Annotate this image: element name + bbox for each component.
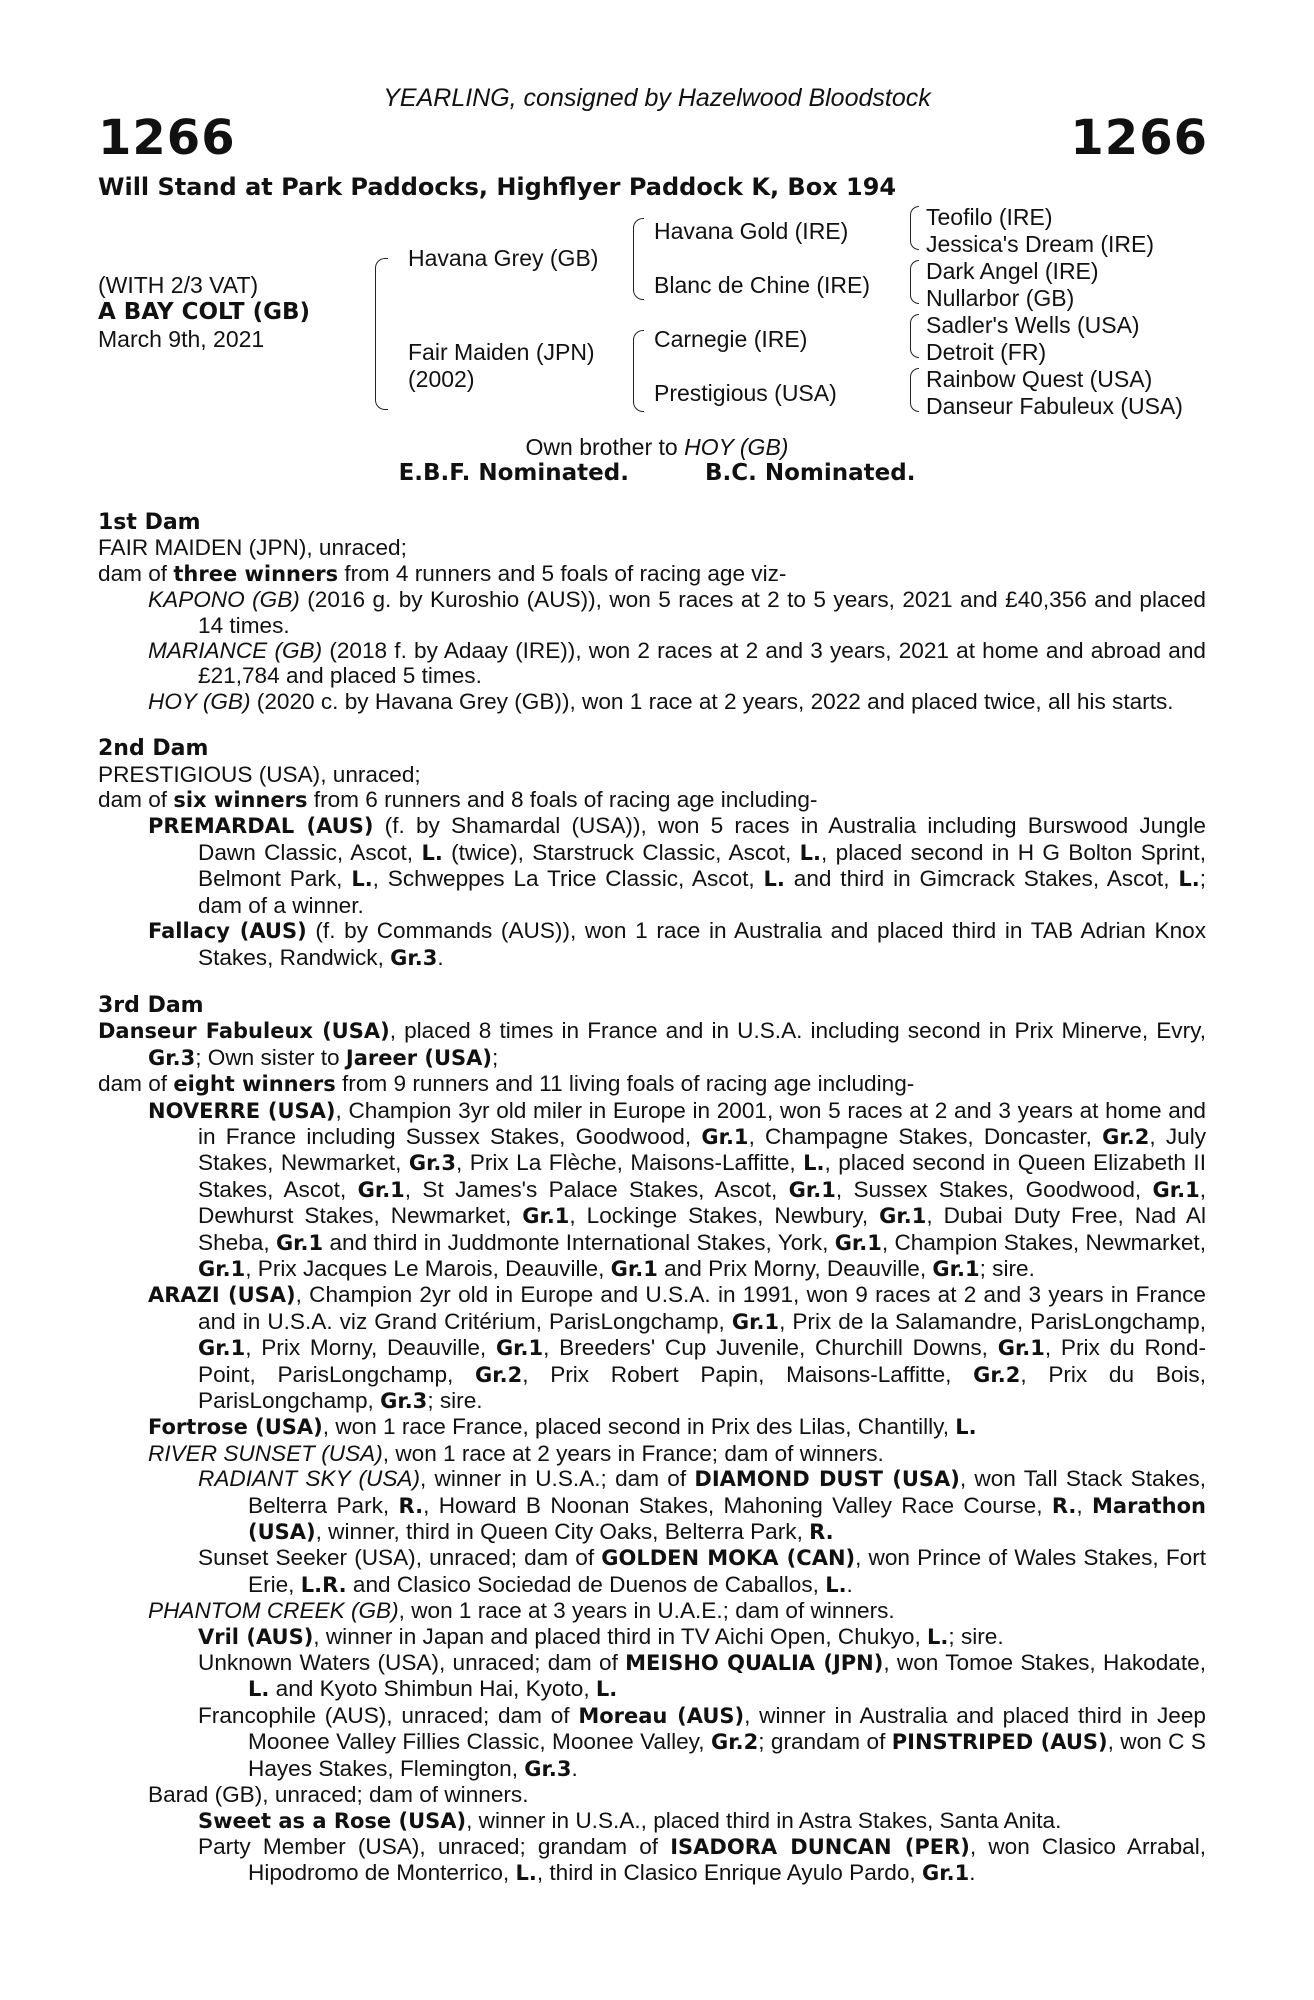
second-dam-heading: 2nd Dam: [98, 736, 209, 762]
second-dam-name: PRESTIGIOUS (USA), unraced;: [98, 761, 421, 787]
sd-dam: Nullarbor (GB): [926, 285, 1075, 311]
second-dam-summary: dam of six winners from 6 runners and 8 foals of racing age including-: [98, 787, 818, 813]
dd-sire: Rainbow Quest (USA): [926, 366, 1153, 392]
produce-sub-entry: Sweet as a Rose (USA), winner in U.S.A., placed third in Astra Stakes, Santa Anita.: [198, 1807, 1062, 1833]
sire-sire: Havana Gold (IRE): [654, 218, 849, 244]
pedigree-bracket-ss: [910, 206, 919, 250]
produce-entry: HOY (GB) (2020 c. by Havana Grey (GB)), won 1 race at 2 years, 2022 and placed twice, all his starts.: [148, 688, 1174, 714]
dam: Fair Maiden (JPN): [408, 339, 595, 365]
horse-name: A BAY COLT (GB): [98, 299, 311, 325]
pedigree-bracket-dd: [910, 368, 919, 412]
produce-sub-entry: Sunset Seeker (USA), unraced; dam of GOLDEN MOKA (CAN), won Prince of Wales Stakes, Fort Erie, L.R. and Clasico Sociedad de Duenos de Caballos, L..: [198, 1545, 1206, 1597]
first-dam-name: FAIR MAIDEN (JPN), unraced;: [98, 535, 407, 561]
produce-entry: ARAZI (USA), Champion 2yr old in Europe and U.S.A. in 1991, won 9 races at 2 and 3 years in France and in U.S.A. viz Grand Critérium, ParisLongchamp, Gr.1, Prix de la Salamandre, ParisLongchamp, Gr.1, Prix Morny, Deauville, Gr.1, Breeders' Cup Juvenile, Churchill Downs, Gr.1, Prix du Rond-Point, ParisLongchamp, Gr.2, Prix Robert Papin, Maisons-Laffitte, Gr.2, Prix du Bois, ParisLongchamp, Gr.3; sire.: [148, 1282, 1207, 1413]
lot-number-left: 1266: [98, 110, 236, 166]
ds-dam: Detroit (FR): [926, 339, 1047, 365]
ebf-nominated: E.B.F. Nominated.: [398, 460, 629, 486]
produce-entry: MARIANCE (GB) (2018 f. by Adaay (IRE)), won 2 races at 2 and 3 years, 2021 at home and abroad and £21,784 and placed 5 times.: [148, 638, 1206, 689]
pedigree-bracket-sire: [633, 218, 644, 300]
sd-sire: Dark Angel (IRE): [926, 258, 1099, 284]
own-brother-prefix: Own brother to: [525, 434, 685, 460]
produce-entry: RIVER SUNSET (USA), won 1 race at 2 years in France; dam of winners.: [148, 1440, 884, 1466]
produce-sub-entry: Party Member (USA), unraced; grandam of ISADORA DUNCAN (PER), won Clasico Arrabal, Hipodromo de Monterrico, L., third in Clasico Enrique Ayulo Pardo, Gr.1.: [198, 1833, 1207, 1886]
sire: Havana Grey (GB): [408, 245, 599, 271]
ds-sire: Sadler's Wells (USA): [926, 312, 1140, 338]
pedigree-bracket-dam: [633, 330, 644, 412]
produce-entry: Fortrose (USA), won 1 race France, placed second in Prix des Lilas, Chantilly, L.: [148, 1414, 977, 1440]
produce-sub-entry: Vril (AUS), winner in Japan and placed third in TV Aichi Open, Chukyo, L.; sire.: [198, 1623, 1004, 1649]
produce-sub-entry: Unknown Waters (USA), unraced; dam of MEISHO QUALIA (JPN), won Tomoe Stakes, Hakodate, L. and Kyoto Shimbun Hai, Kyoto, L.: [198, 1650, 1206, 1702]
pedigree-bracket-ds: [910, 314, 919, 358]
produce-entry: NOVERRE (USA), Champion 3yr old miler in Europe in 2001, won 5 races at 2 and 3 years at home and in France including Sussex Stakes, Goodwood, Gr.1, Champagne Stakes, Doncaster, Gr.2, July Stakes, Newmarket, Gr.3, Prix La Flèche, Maisons-Laffitte, L., placed second in Queen Elizabeth II Stakes, Ascot, Gr.1, St James's Palace Stakes, Ascot, Gr.1, Sussex Stakes, Goodwood, Gr.1, Dewhurst Stakes, Newmarket, Gr.1, Lockinge Stakes, Newbury, Gr.1, Dubai Duty Free, Nad Al Sheba, Gr.1 and third in Juddmonte International Stakes, York, Gr.1, Champion Stakes, Newmarket, Gr.1, Prix Jacques Le Marois, Deauville, Gr.1 and Prix Morny, Deauville, Gr.1; sire.: [148, 1097, 1207, 1281]
dam-dam: Prestigious (USA): [654, 380, 837, 406]
ss-sire: Teofilo (IRE): [926, 204, 1053, 230]
dam-sire: Carnegie (IRE): [654, 326, 808, 352]
vat-note: (WITH 2/3 VAT): [98, 272, 259, 298]
dam-year: (2002): [408, 366, 475, 392]
third-dam-summary: dam of eight winners from 9 runners and 11 living foals of racing age including-: [98, 1071, 915, 1097]
produce-sub-entry: Francophile (AUS), unraced; dam of Moreau (AUS), winner in Australia and placed third in Jeep Moonee Valley Fillies Classic, Moonee Valley, Gr.2; grandam of PINSTRIPED (AUS), won C S Hayes Stakes, Flemington, Gr.3.: [198, 1702, 1206, 1781]
own-brother-name: HOY (GB): [684, 434, 789, 460]
consignor-line: YEARLING, consigned by Hazelwood Bloodstock: [383, 84, 931, 112]
produce-sub-entry: RADIANT SKY (USA), winner in U.S.A.; dam of DIAMOND DUST (USA), won Tall Stack Stakes, Belterra Park, R., Howard B Noonan Stakes, Mahoning Valley Race Course, R., Marathon (USA), winner, third in Queen City Oaks, Belterra Park, R.: [198, 1466, 1206, 1545]
catalogue-body: [98, 510, 1206, 1887]
ss-dam: Jessica's Dream (IRE): [926, 231, 1155, 257]
lot-number-right: 1266: [1070, 110, 1208, 166]
foaling-date: March 9th, 2021: [98, 326, 265, 352]
pedigree-bracket-main: [375, 258, 388, 410]
first-dam-heading: 1st Dam: [98, 510, 201, 535]
bc-nominated: B.C. Nominated.: [704, 460, 916, 486]
produce-entry: PREMARDAL (AUS) (f. by Shamardal (USA)), won 5 races in Australia including Burswood Jungle Dawn Classic, Ascot, L. (twice), Starstruck Classic, Ascot, L., placed second in H G Bolton Sprint, Belmont Park, L., Schweppes La Trice Classic, Ascot, L. and third in Gimcrack Stakes, Ascot, L.; dam of a winner.: [148, 813, 1206, 918]
pedigree-bracket-sd: [910, 260, 919, 304]
produce-entry: Barad (GB), unraced; dam of winners.: [148, 1782, 529, 1808]
dd-dam: Danseur Fabuleux (USA): [926, 393, 1183, 419]
third-dam-heading: 3rd Dam: [98, 992, 204, 1018]
first-dam-summary: dam of three winners from 4 runners and 5 foals of racing age viz-: [98, 560, 787, 586]
produce-entry: KAPONO (GB) (2016 g. by Kuroshio (AUS)), won 5 races at 2 to 5 years, 2021 and £40,356 and placed 14 times.: [148, 587, 1206, 638]
sire-dam: Blanc de Chine (IRE): [654, 272, 871, 298]
third-dam-name: Danseur Fabuleux (USA), placed 8 times in France and in U.S.A. including second in Prix Minerve, Evry, Gr.3; Own sister to Jareer (USA);: [98, 1018, 1206, 1070]
stand-location: Will Stand at Park Paddocks, Highflyer Paddock K, Box 194: [98, 173, 897, 201]
own-brother-line: [0, 434, 1314, 461]
nominations: [0, 460, 1314, 486]
produce-entry: PHANTOM CREEK (GB), won 1 race at 3 years in U.A.E.; dam of winners.: [148, 1598, 895, 1624]
produce-entry: Fallacy (AUS) (f. by Commands (AUS)), won 1 race in Australia and placed third in TAB Adrian Knox Stakes, Randwick, Gr.3.: [148, 918, 1207, 970]
